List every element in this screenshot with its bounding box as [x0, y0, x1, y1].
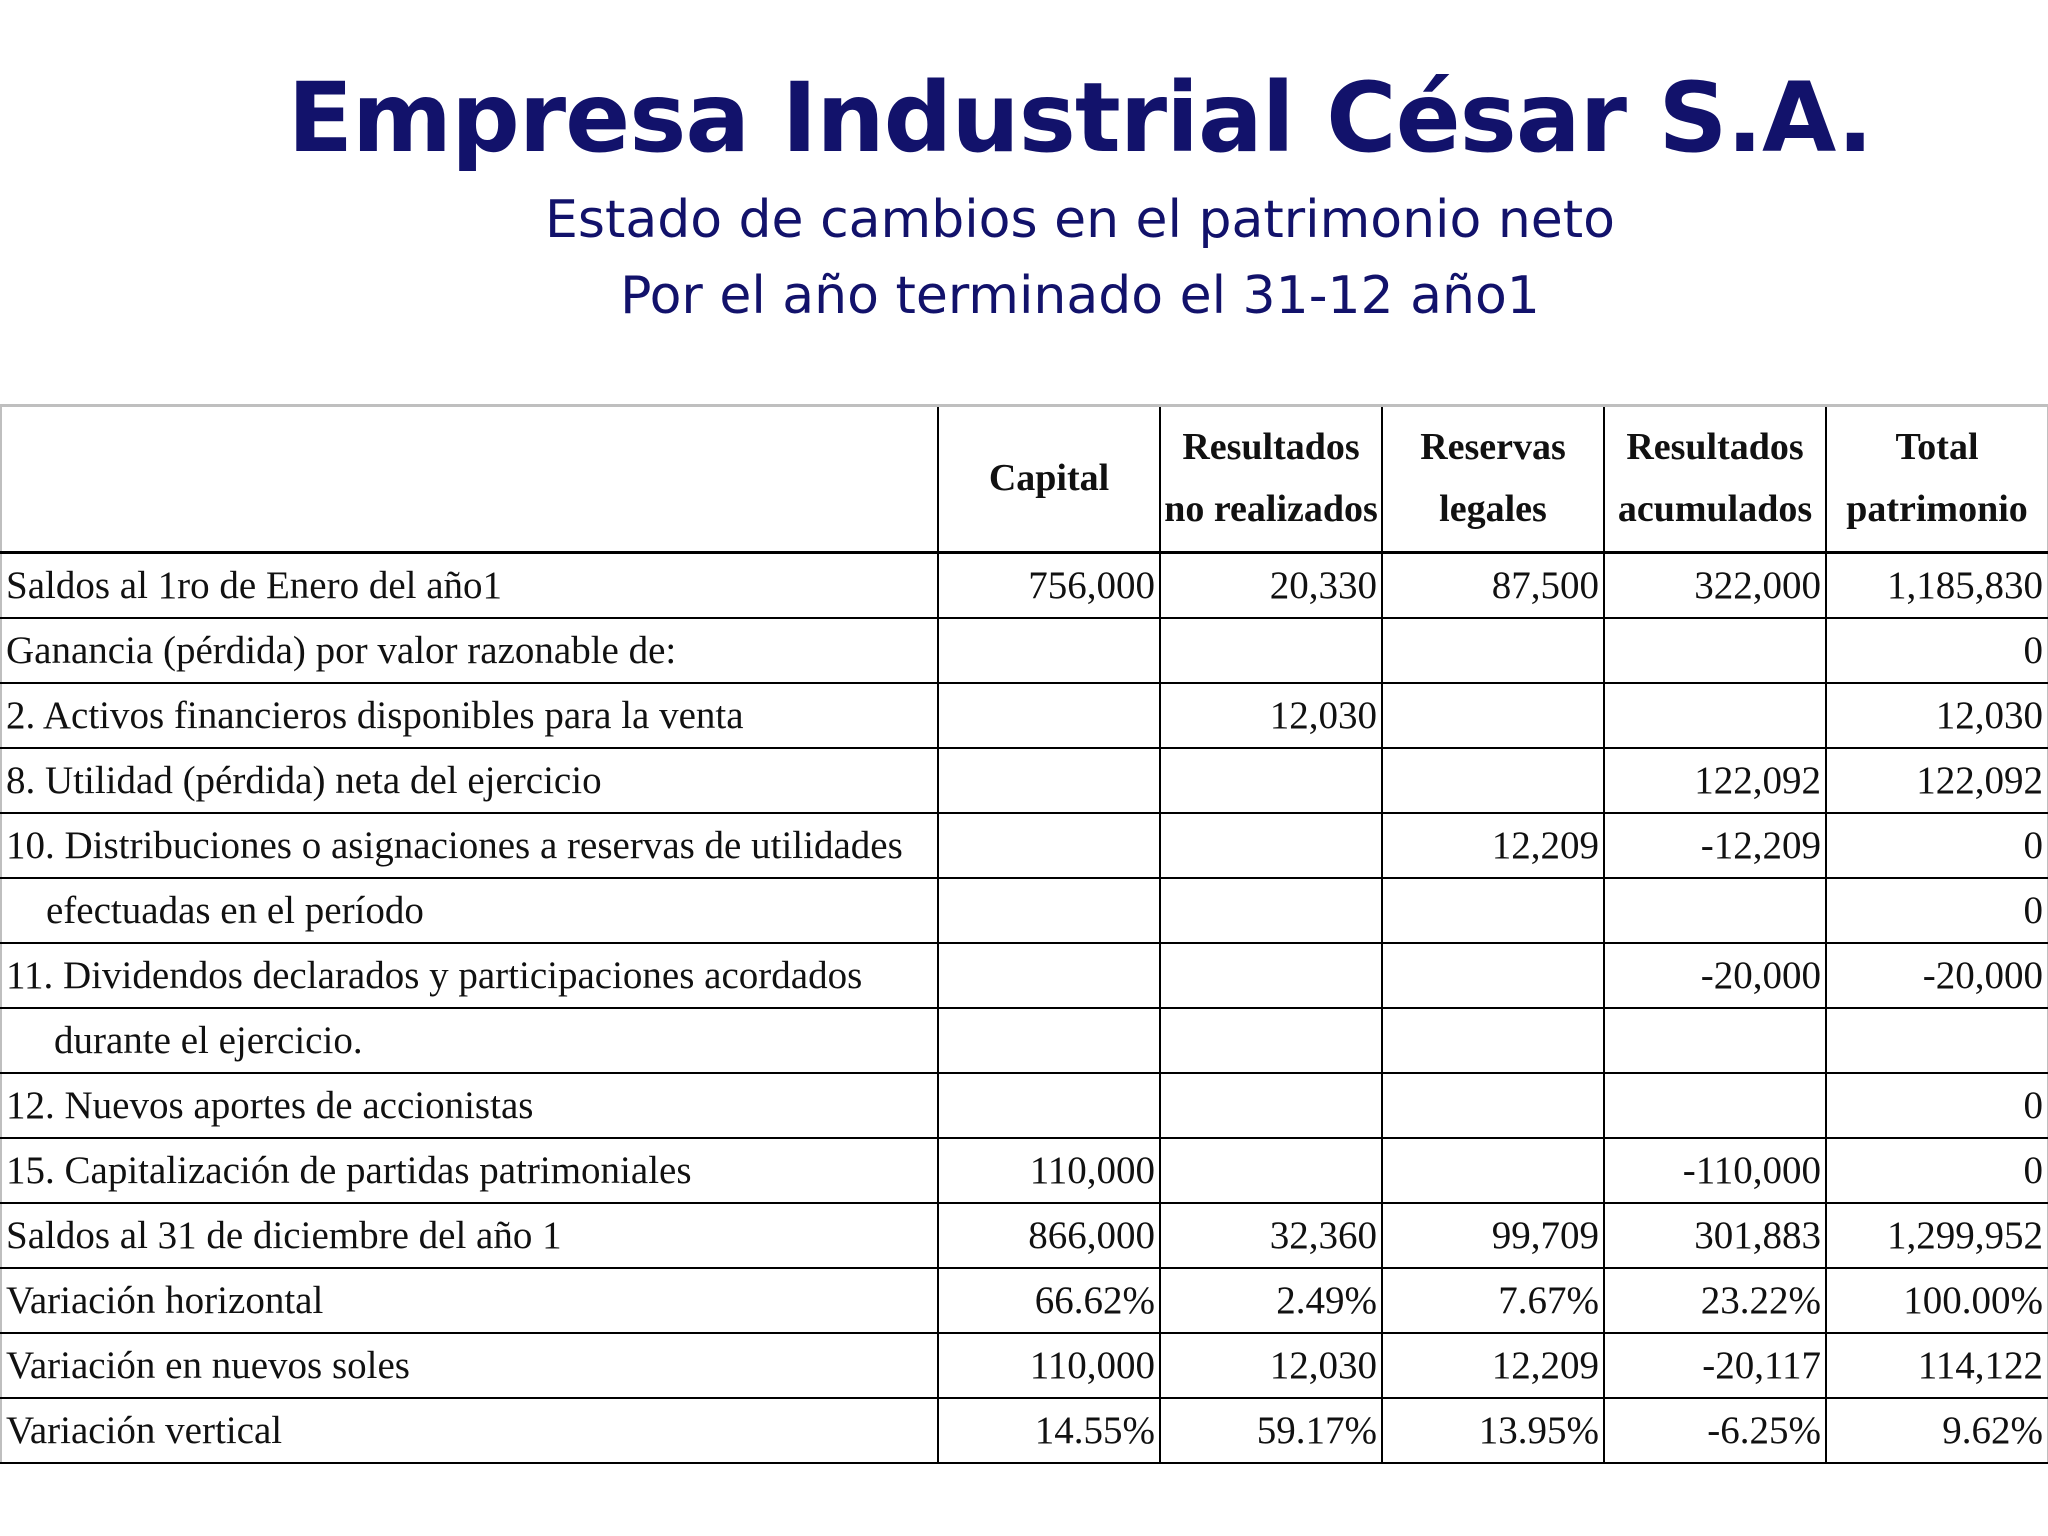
- cell-value: [1604, 618, 1826, 683]
- table-row: [1, 1138, 2048, 1203]
- cell-value: 0: [1826, 1138, 2048, 1203]
- cell-value: [1160, 813, 1382, 878]
- table-body: [1, 553, 2048, 1464]
- cell-value: [938, 618, 1160, 683]
- statement-name: Estado de cambios en el patrimonio neto: [545, 190, 1615, 250]
- cell-value: [938, 813, 1160, 878]
- cell-value: 0: [1826, 618, 2048, 683]
- cell-value: -110,000: [1604, 1138, 1826, 1203]
- row-label: durante el ejercicio.: [1, 1008, 938, 1073]
- cell-value: [938, 683, 1160, 748]
- cell-value: -20,117: [1604, 1333, 1826, 1398]
- cell-value: [1382, 943, 1604, 1008]
- cell-value: [1826, 1008, 2048, 1073]
- cell-value: 122,092: [1826, 748, 2048, 813]
- table-row: [1, 1008, 2048, 1073]
- row-label: 10. Distribuciones o asignaciones a reservas de utilidades: [1, 813, 938, 878]
- row-label: 12. Nuevos aportes de accionistas: [1, 1073, 938, 1138]
- cell-value: [1604, 683, 1826, 748]
- cell-value: [1382, 1138, 1604, 1203]
- row-label: 11. Dividendos declarados y participaciones acordados: [1, 943, 938, 1008]
- cell-value: 756,000: [938, 553, 1160, 619]
- cell-value: 866,000: [938, 1203, 1160, 1268]
- table-row: [1, 943, 2048, 1008]
- cell-value: 110,000: [938, 1333, 1160, 1398]
- cell-value: [1160, 1138, 1382, 1203]
- statement-period: Por el año terminado el 31-12 año1: [620, 266, 1540, 326]
- row-label: 15. Capitalización de partidas patrimoniales: [1, 1138, 938, 1203]
- cell-value: 87,500: [1382, 553, 1604, 619]
- table-row: [1, 1333, 2048, 1398]
- table-row: [1, 1203, 2048, 1268]
- cell-value: 14.55%: [938, 1398, 1160, 1463]
- cell-value: 0: [1826, 878, 2048, 943]
- cell-value: [938, 943, 1160, 1008]
- column-header-accumulated-results: Resultados acumulados: [1604, 406, 1826, 553]
- row-label: 8. Utilidad (pérdida) neta del ejercicio: [1, 748, 938, 813]
- cell-value: 12,030: [1160, 1333, 1382, 1398]
- cell-value: 100.00%: [1826, 1268, 2048, 1333]
- cell-value: [938, 1008, 1160, 1073]
- cell-value: [1604, 878, 1826, 943]
- cell-value: [938, 878, 1160, 943]
- row-label: Variación vertical: [1, 1398, 938, 1463]
- row-label: 2. Activos financieros disponibles para la venta: [1, 683, 938, 748]
- cell-value: [938, 748, 1160, 813]
- cell-value: 110,000: [938, 1138, 1160, 1203]
- cell-value: [1604, 1008, 1826, 1073]
- cell-value: [1604, 1073, 1826, 1138]
- cell-value: 114,122: [1826, 1333, 2048, 1398]
- cell-value: 1,185,830: [1826, 553, 2048, 619]
- cell-value: 7.67%: [1382, 1268, 1604, 1333]
- column-header-legal-reserves: Reservas legales: [1382, 406, 1604, 553]
- cell-value: [1382, 1008, 1604, 1073]
- cell-value: [1160, 1073, 1382, 1138]
- cell-value: 20,330: [1160, 553, 1382, 619]
- cell-value: -6.25%: [1604, 1398, 1826, 1463]
- cell-value: 23.22%: [1604, 1268, 1826, 1333]
- cell-value: 12,209: [1382, 813, 1604, 878]
- cell-value: 12,030: [1160, 683, 1382, 748]
- cell-value: -12,209: [1604, 813, 1826, 878]
- row-label: Variación en nuevos soles: [1, 1333, 938, 1398]
- table-row: [1, 813, 2048, 878]
- cell-value: 9.62%: [1826, 1398, 2048, 1463]
- cell-value: [1160, 943, 1382, 1008]
- cell-value: [1160, 1008, 1382, 1073]
- column-header-unrealized-results: Resultados no realizados: [1160, 406, 1382, 553]
- cell-value: -20,000: [1604, 943, 1826, 1008]
- cell-value: -20,000: [1826, 943, 2048, 1008]
- column-header-label: [1, 406, 938, 553]
- column-header-capital: Capital: [938, 406, 1160, 553]
- row-label: Variación horizontal: [1, 1268, 938, 1333]
- cell-value: 0: [1826, 1073, 2048, 1138]
- table-row: [1, 618, 2048, 683]
- cell-value: [1160, 618, 1382, 683]
- table-row: [1, 748, 2048, 813]
- row-label: Ganancia (pérdida) por valor razonable de:: [1, 618, 938, 683]
- table-row: [1, 878, 2048, 943]
- cell-value: [1160, 748, 1382, 813]
- cell-value: [1382, 1073, 1604, 1138]
- cell-value: 12,030: [1826, 683, 2048, 748]
- row-label: Saldos al 31 de diciembre del año 1: [1, 1203, 938, 1268]
- cell-value: 301,883: [1604, 1203, 1826, 1268]
- table-row: [1, 553, 2048, 619]
- table-row: [1, 683, 2048, 748]
- cell-value: 322,000: [1604, 553, 1826, 619]
- header-row: [1, 406, 2048, 553]
- cell-value: 2.49%: [1160, 1268, 1382, 1333]
- cell-value: 99,709: [1382, 1203, 1604, 1268]
- cell-value: [1160, 878, 1382, 943]
- table-row: [1, 1073, 2048, 1138]
- cell-value: 13.95%: [1382, 1398, 1604, 1463]
- cell-value: 0: [1826, 813, 2048, 878]
- cell-value: [1382, 748, 1604, 813]
- row-label: efectuadas en el período: [1, 878, 938, 943]
- cell-value: [1382, 618, 1604, 683]
- cell-value: [1382, 683, 1604, 748]
- equity-changes-table: [0, 404, 2048, 1464]
- cell-value: 59.17%: [1160, 1398, 1382, 1463]
- cell-value: [1382, 878, 1604, 943]
- cell-value: 32,360: [1160, 1203, 1382, 1268]
- cell-value: 66.62%: [938, 1268, 1160, 1333]
- cell-value: 1,299,952: [1826, 1203, 2048, 1268]
- row-label: Saldos al 1ro de Enero del año1: [1, 553, 938, 619]
- cell-value: 122,092: [1604, 748, 1826, 813]
- cell-value: 12,209: [1382, 1333, 1604, 1398]
- table-row: [1, 1398, 2048, 1463]
- column-header-total-equity: Total patrimonio: [1826, 406, 2048, 553]
- table-row: [1, 1268, 2048, 1333]
- company-title: Empresa Industrial César S.A.: [287, 62, 1873, 174]
- cell-value: [938, 1073, 1160, 1138]
